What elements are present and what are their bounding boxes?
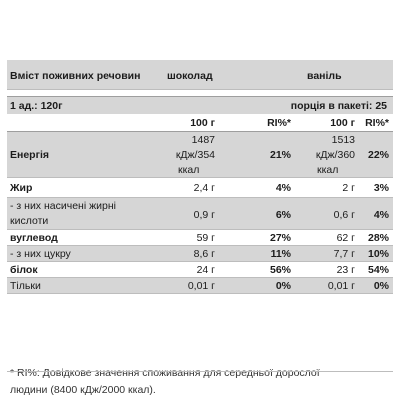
vanilla-value: 0,01 г: [327, 280, 355, 292]
vanilla-heading: ваніль: [307, 70, 342, 82]
chocolate-value: 2,4 г: [193, 182, 215, 194]
chocolate-ri: 0%: [275, 280, 291, 292]
row-label: Тільки: [10, 280, 41, 292]
chocolate-ri: 27%: [269, 232, 291, 244]
footnote-line: людини (8400 кДж/2000 ккал).: [10, 384, 156, 396]
row-label: білок: [10, 264, 38, 276]
bottom-divider: [7, 371, 393, 372]
chocolate-per-100g-heading: 100 г: [190, 117, 215, 129]
table-header: [7, 60, 393, 90]
chocolate-ri-heading: RI%*: [267, 117, 291, 129]
chocolate-value: 0,01 г: [187, 280, 215, 292]
chocolate-value: 24 г: [196, 264, 215, 276]
row-label: Жир: [10, 182, 33, 194]
chocolate-ri: 4%: [275, 182, 291, 194]
portion-size: 1 ад.: 120г: [10, 100, 63, 112]
nutrients-heading: Вміст поживних речовин: [10, 70, 141, 82]
chocolate-energy-unit: ккал: [178, 164, 200, 176]
chocolate-energy-kcal: кДж/354: [175, 149, 215, 161]
row-label: - з них насичені жирні: [10, 200, 116, 212]
chocolate-energy-ri: 21%: [269, 149, 291, 161]
vanilla-ri: 4%: [373, 209, 389, 221]
serving-row: [7, 96, 393, 114]
vanilla-ri-heading: RI%*: [365, 117, 389, 129]
chocolate-value: 59 г: [196, 232, 215, 244]
portions-per-pack: порція в пакеті: 25: [290, 100, 387, 112]
vanilla-ri: 0%: [373, 280, 389, 292]
chocolate-ri: 11%: [270, 248, 291, 260]
units-row: [7, 114, 393, 132]
chocolate-value: 8,6 г: [193, 248, 215, 260]
vanilla-value: 2 г: [342, 182, 355, 194]
vanilla-ri: 54%: [367, 264, 389, 276]
vanilla-energy-kj: 1513: [331, 134, 355, 146]
chocolate-value: 0,9 г: [193, 209, 215, 221]
row-label: Енергія: [10, 149, 50, 161]
table-row-protein: [7, 262, 393, 278]
vanilla-value: 7,7 г: [333, 248, 355, 260]
table-row-sugar: [7, 246, 393, 262]
row-label: - з них цукру: [10, 248, 71, 260]
vanilla-energy-kcal: кДж/360: [315, 149, 355, 161]
footnote-line: * RI%: Довідкове значення споживання для середньої дорослої: [10, 367, 320, 379]
table-row-salt: [7, 278, 393, 294]
table-row-fat: [7, 178, 393, 198]
row-label: вуглевод: [10, 232, 58, 244]
table-row-carbohydrate: [7, 230, 393, 246]
chocolate-ri: 6%: [275, 209, 291, 221]
vanilla-value: 23 г: [336, 264, 355, 276]
chocolate-energy-kj: 1487: [191, 134, 215, 146]
nutrition-table: [7, 60, 393, 396]
vanilla-ri: 10%: [367, 248, 389, 260]
chocolate-heading: шоколад: [167, 70, 213, 82]
vanilla-energy-ri: 22%: [367, 149, 389, 161]
vanilla-value: 0,6 г: [333, 209, 355, 221]
table-row-saturated-fat: [7, 198, 393, 230]
vanilla-value: 62 г: [336, 232, 355, 244]
row-label-continued: кислоти: [10, 215, 49, 227]
vanilla-per-100g-heading: 100 г: [330, 117, 355, 129]
chocolate-ri: 56%: [269, 264, 291, 276]
vanilla-ri: 3%: [373, 182, 389, 194]
vanilla-ri: 28%: [367, 232, 389, 244]
table-row-energy: [7, 132, 393, 178]
vanilla-energy-unit: ккал: [317, 164, 339, 176]
